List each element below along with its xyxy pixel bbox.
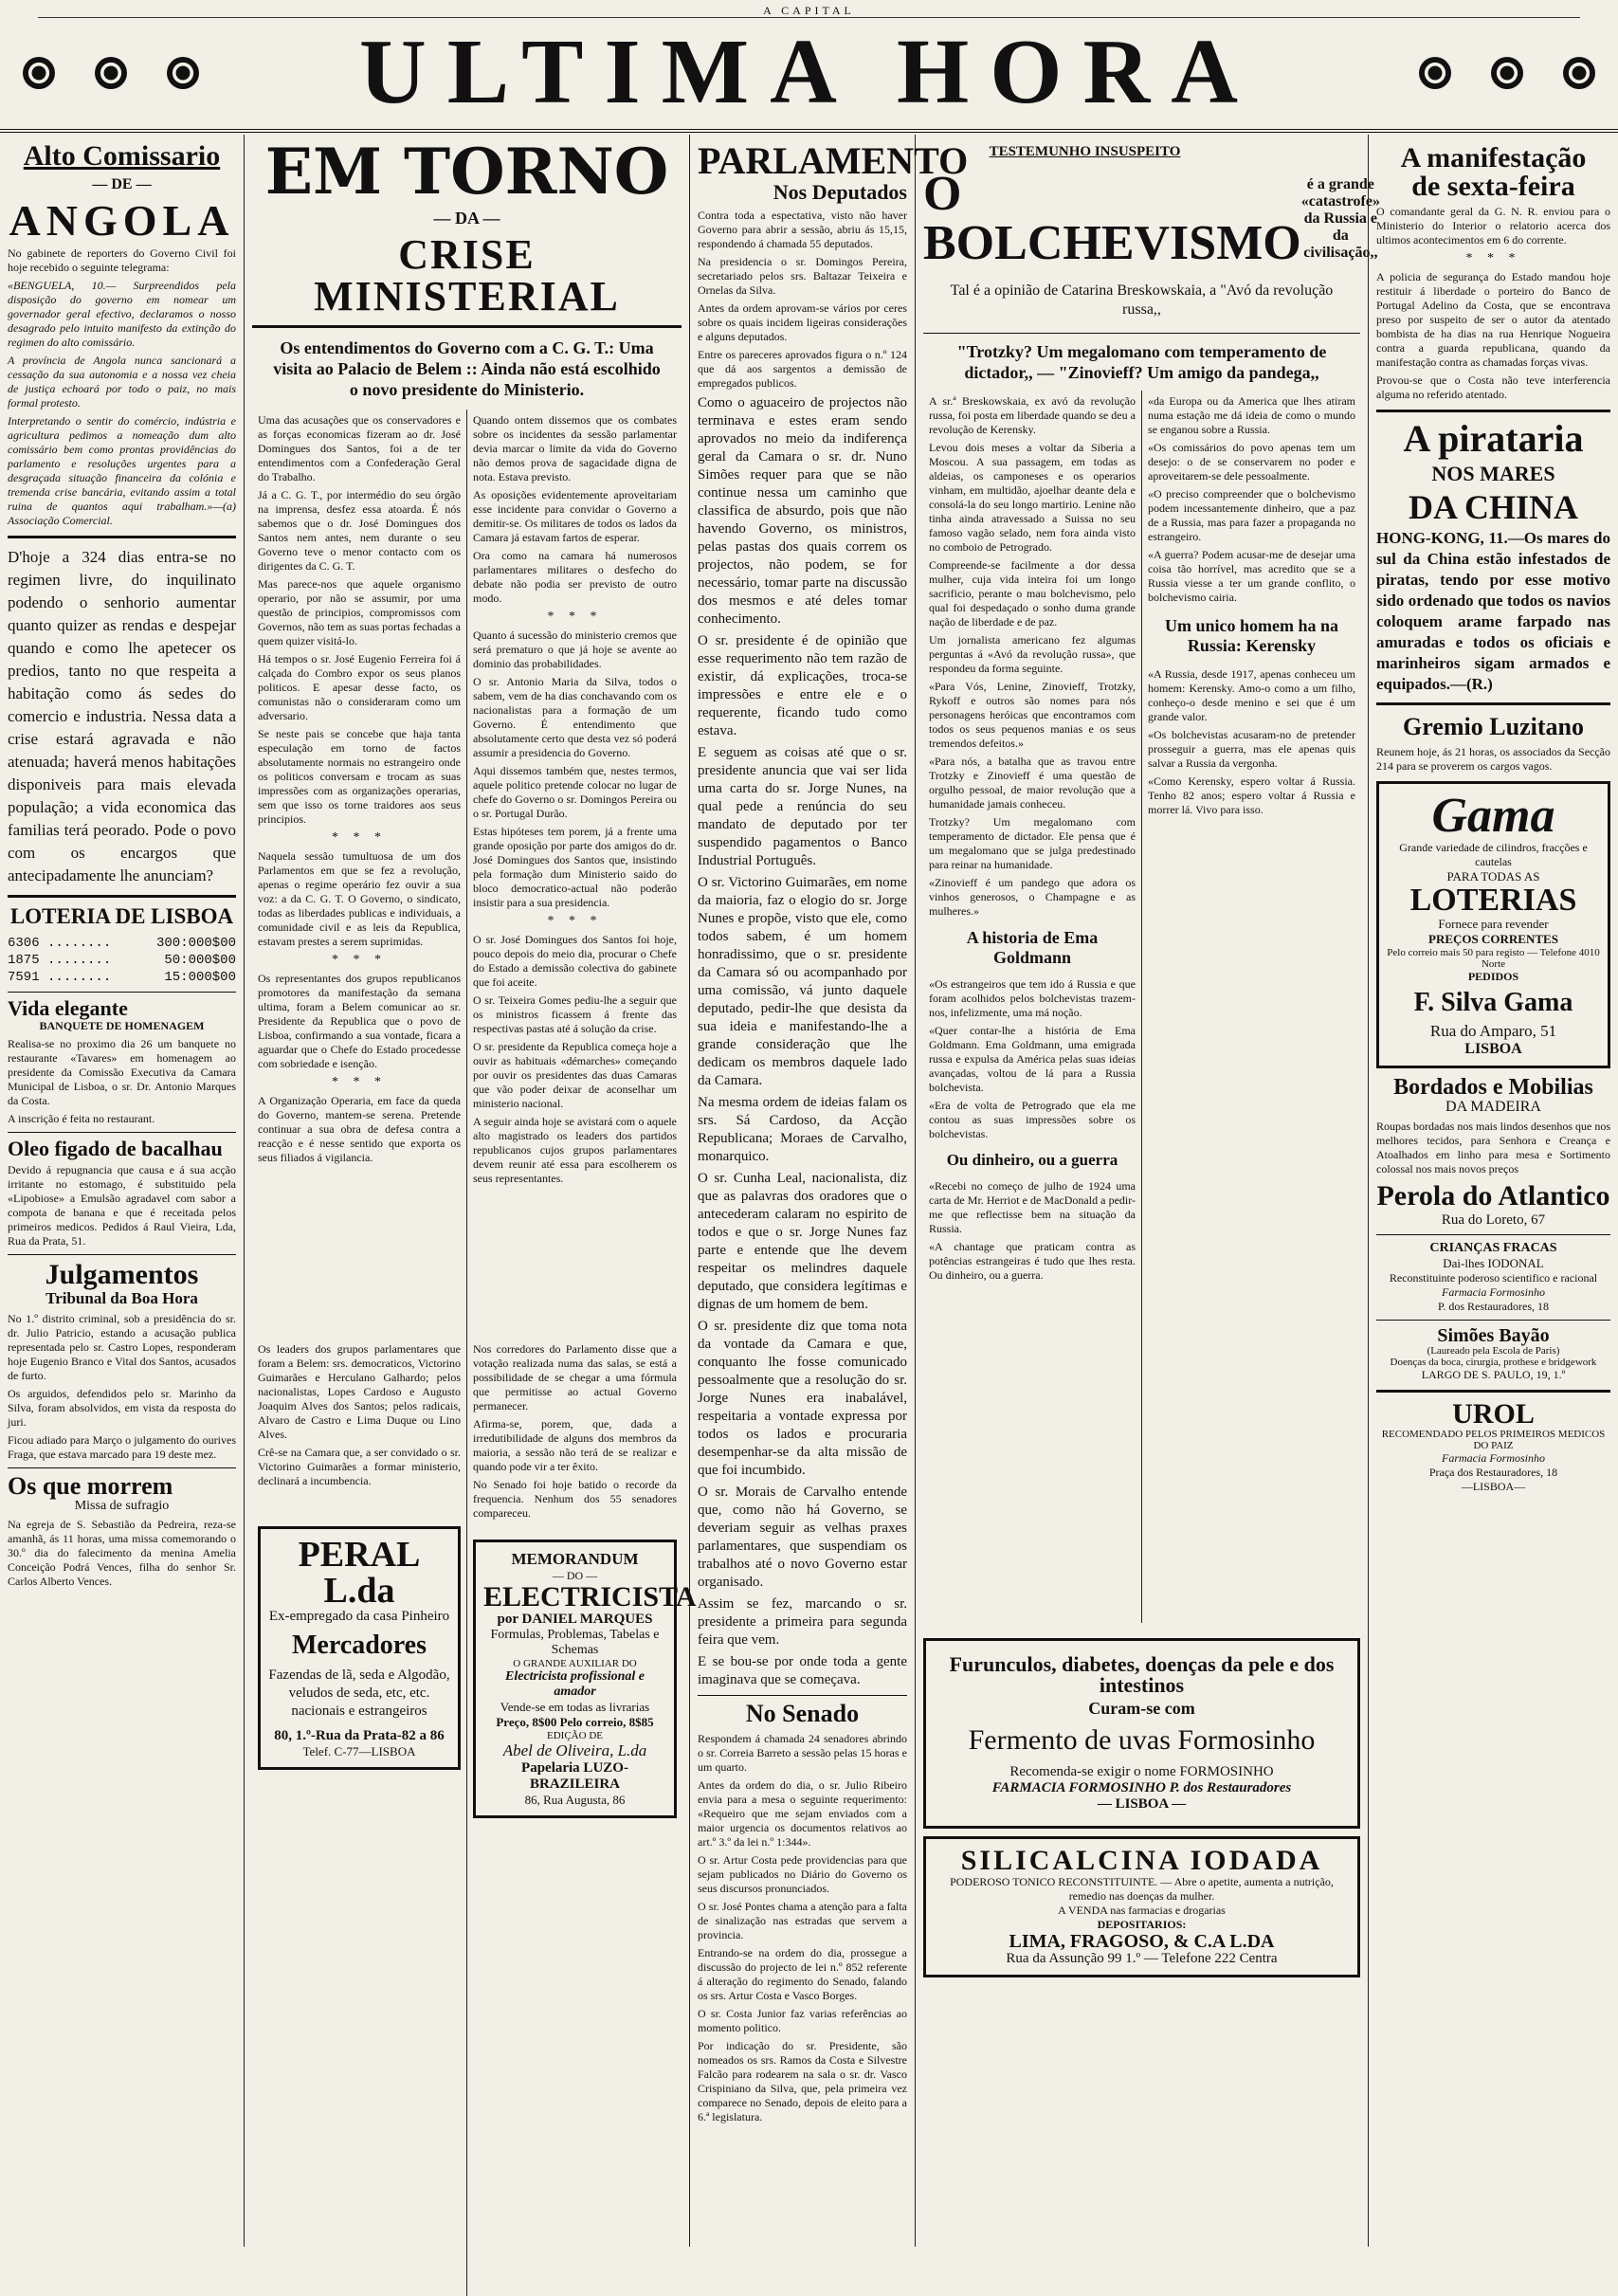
column-4 — [916, 135, 1380, 2247]
pirataria-heading: A pirataria — [1403, 417, 1584, 460]
paragraph: Afirma-se, porem, que, dada a irredutibilidade de alguns dos membros da maioria, a sessão não terá de se realizar e quando pode vir a ter êxito. — [473, 1417, 677, 1473]
paragraph: «da Europa ou da America que lhes atiram numa estação me dá ideia de como o mundo se enganou sobre a Russia. — [1148, 394, 1355, 436]
loteria-title: LOTERIA DE LISBOA — [9, 904, 234, 928]
column-5 — [1369, 135, 1618, 2247]
divider — [252, 325, 682, 328]
paragraph: O comandante geral da G. N. R. enviou para o Ministerio do Interior o relatorio acerca dos ultimos acontecimentos em 6 do corrente. — [1376, 205, 1610, 246]
ad-memo-line: Vende-se em todas as livrarias — [500, 1700, 650, 1714]
ad-gama-line: Grande variedade de cilindros, fracções e cautelas — [1399, 841, 1588, 868]
ad-gama-line: PARA TODAS AS — [1446, 869, 1540, 884]
paragraph: O sr. Artur Costa pede providencias para que sejam publicados no Diário do Governo os seus discursos pronunciados. — [698, 1853, 907, 1895]
criancas-line: P. dos Restauradores, 18 — [1438, 1300, 1549, 1313]
ad-silicalcina — [923, 1836, 1360, 1977]
urol-line: Praça dos Restauradores, 18 — [1428, 1466, 1558, 1479]
divider — [8, 1467, 236, 1468]
divider — [698, 1695, 907, 1696]
ad-memo-line: Electricista profissional e amador — [505, 1669, 645, 1699]
ad-memo-line: por DANIEL MARQUES — [497, 1612, 653, 1627]
divider — [923, 333, 1360, 334]
ad-furu-line: Recomenda-se exigir o nome FORMOSINHO — [1009, 1764, 1274, 1779]
ad-peral-line: Ex-empregado da casa Pinheiro — [268, 1609, 450, 1624]
paragraph: Crê-se na Camara que, a ser convidado o sr. Victorino Guimarães a formar ministerio, declinará a incumbencia. — [258, 1446, 461, 1487]
ad-peral-phone: Telef. C-77—LISBOA — [302, 1744, 416, 1758]
section-stars: * * * — [332, 1075, 387, 1089]
column-1 — [0, 135, 245, 2247]
simoes-line: (Laureado pela Escola de Paris) — [1427, 1345, 1560, 1357]
paragraph: Por indicação do sr. Presidente, são nomeados os srs. Ramos da Costa e Silvestre Falcão para rodearem na sala o sr. dr. Vasco Crispiniano da Silva, que, pela primeira vez comparece no Senado, depois de eleito para a 6.ª legislatura. — [698, 2039, 907, 2123]
divider — [8, 992, 236, 993]
paragraph: O sr. Costa Junior faz varias referências ao momento politico. — [698, 2007, 907, 2034]
paragraph: «Os estrangeiros que tem ido á Russia e que foram acolhidos pelos bolchevistas trazem-nos, infelizmente, uma má noção. — [929, 977, 1136, 1019]
simoes-heading: Simões Bayão — [1437, 1325, 1550, 1346]
ad-peral-address: 80, 1.º-Rua da Prata-82 a 86 — [274, 1728, 445, 1743]
ema-heading: A historia de Ema Goldmann — [966, 928, 1099, 967]
manifestacao-subheading: de sexta-feira — [1411, 171, 1575, 202]
divider — [1376, 702, 1610, 705]
bolchevismo-headline: O BOLCHEVISMO — [923, 167, 1301, 270]
divider — [1376, 1320, 1610, 1321]
ad-gama-line: PEDIDOS — [1467, 970, 1519, 983]
simoes-line: LARGO DE S. PAULO, 19, 1.º — [1421, 1368, 1566, 1381]
paragraph: Já a C. G. T., por intermédio do seu órgão na imprensa, desfez essa atoarda. É nós sabemos que o dr. José Domingues dos Santos nem antes, nem durante o seu Governo teve o menor contacto com os dirigentes da C. G. T. — [258, 488, 461, 573]
section-stars: * * * — [332, 953, 387, 967]
masthead — [0, 0, 1618, 133]
criancas-line: Dai-lhes IODONAL — [1443, 1256, 1544, 1270]
pirataria-sub2: DA CHINA — [1408, 488, 1578, 526]
ad-gama-line: LISBOA — [1464, 1041, 1522, 1057]
loteria-row: 1875 ........ 50:000$00 — [8, 953, 236, 968]
pirataria-sub: NOS MARES — [1431, 462, 1555, 485]
perola-address: Rua do Loreto, 67 — [1441, 1212, 1546, 1228]
paragraph: Devido á repugnancia que causa e á sua acção irritante no estomago, é substituido pela «Lipobiose» a Emulsão agradavel com sabor a compota de banana e que é receitada pelos primeiros medicos. Pedidos á Raul Vieira, Lda, Rua da Prata, 51. — [8, 1163, 236, 1248]
paragraph: Ora como na camara há numerosos parlamentares militares o desfecho do debate não podia ser previsto de outro modo. — [473, 549, 677, 605]
bordados-sub: DA MADEIRA — [1445, 1099, 1541, 1115]
paragraph: Quando ontem dissemos que os combates sobre os incidentes da sessão parlamentar devia marcar o limite da vida do Governo não demos prova de sagacidade digna de nota. Estava previsto. — [473, 413, 677, 483]
vida-elegante-heading: Vida elegante — [8, 996, 128, 1020]
masthead-topline: A CAPITAL — [38, 4, 1580, 18]
ad-memo-line: Papelaria LUZO-BRAZILEIRA — [521, 1760, 628, 1792]
paragraph: Compreende-se facilmente a dor dessa mulher, cuja vida inteira foi um longo sacrificio, perante o mau bolchevismo, pelo qual foi despedaçado o sonho duma grande nação de liberdade e de paz. — [929, 558, 1136, 629]
bolchevismo-deck: "Trotzky? Um megalomano com temperamento de dictador,, — "Zinovieff? Um amigo da pandega,, — [956, 342, 1327, 382]
paragraph: «O preciso compreender que o bolchevismo podem incessantemente dinheiro, que a paz de a Russia, mas para fazer a propaganda no estrangeiro. — [1148, 487, 1355, 543]
paragraph: O sr. Morais de Carvalho entende que, como não há Governo, se deveriam seguir as velhas praxes parlamentares, que suspendiam os trabalhos até o novo Governo estar organisado. — [698, 1485, 907, 1590]
divider — [1376, 1234, 1610, 1235]
paragraph: Entrando-se na ordem do dia, prossegue a discussão do projecto de lei n.º 852 referente á alteração do regimento do Senado, falando os srs. Artur Costa e Vasco Borges. — [698, 1946, 907, 2002]
paragraph: O sr. presidente da Republica começa hoje a ouvir as habituais «démarches» começando por ouvir os presidentes das duas Camaras que vão poder deixar de aconselhar um ministerio nacional. — [473, 1040, 677, 1110]
ad-furu-line: FARMACIA FORMOSINHO P. dos Restauradores — [991, 1780, 1292, 1795]
kerensky-heading: Um unico homem ha na Russia: Kerensky — [1164, 616, 1338, 655]
paragraph: Nos corredores do Parlamento disse que a votação realizada numa das salas, se está a possibilidade de se chegar a uma fórmula que permitisse ao actual Governo permanecer. — [473, 1342, 677, 1412]
paragraph: Provou-se que o Costa não teve interferencia alguma no referido atentado. — [1376, 374, 1610, 401]
paragraph: A inscrição é feita no restaurant. — [8, 1112, 155, 1125]
paragraph: O sr. presidente é de opinião que esse requerimento não tem razão de existir, dá explicações, troca-se impressões e entre ele e o requerente, ficando tudo como estava. — [698, 633, 907, 738]
criancas-line: Farmacia Formosinho — [1442, 1285, 1545, 1299]
paragraph: Um jornalista americano fez algumas perguntas á «Avó da revolução russa», que respondeu da forma seguinte. — [929, 633, 1136, 675]
paragraph: «Recebi no começo de julho de 1924 uma carta de Mr. Herriot e de MacDonald a pedir-me que reflectisse bem na situação da Russia. — [929, 1179, 1136, 1235]
paragraph: No Senado foi hoje batido o recorde da frequencia. Nenhum dos 55 senadores compareceu. — [473, 1478, 677, 1520]
paragraph: No gabinete de reporters do Governo Civil foi hoje recebido o seguinte telegrama: — [8, 246, 236, 274]
ad-memo-line: Abel de Oliveira, L.da — [502, 1741, 647, 1759]
oleo-heading: Oleo figado de bacalhau — [8, 1137, 223, 1160]
crise-lower-right — [467, 1339, 697, 2296]
crise-headline-main: CRISE MINISTERIAL — [314, 231, 620, 319]
urol-line: —LISBOA— — [1461, 1480, 1526, 1493]
paragraph: «BENGUELA, 10.— Surpreendidos pela disposição do governo em nomear um governador geral efectivo, declaramos o nosso desagrado pelo intuito manifesto da extinção do regimen do alto comissário. — [8, 279, 236, 349]
paragraph: O sr. José Pontes chama a atenção para a falta de sinalização nas estradas que servem a provincia. — [698, 1900, 907, 1941]
section-stars: * * * — [332, 830, 387, 845]
gama-logo: Gama — [1431, 789, 1555, 843]
divider — [1376, 410, 1610, 412]
paragraph: «A Russia, desde 1917, apenas conheceu um homem: Kerensky. Amo-o como a um filho, conheço-o desde menino e sei que é um grande valor. — [1148, 667, 1355, 723]
paragraph: «Para Vós, Lenine, Zinovieff, Trotzky, Rykoff e outros são nomes para nós personagens heróicas que encontramos com todos os seus pequenos manias e os seus tremendos defeitos.» — [929, 680, 1136, 750]
crise-subcol-left — [252, 410, 467, 1339]
paragraph: Na presidencia o sr. Domingos Pereira, secretariado pelos srs. Baltazar Teixeira e Ornelas da Silva. — [698, 255, 907, 297]
crise-deck: Os entendimentos do Governo com a C. G. T.: Uma visita ao Palacio de Belem :: Ainda não está escolhido o novo presidente do Ministerio. — [273, 338, 661, 399]
criancas-line: Reconstituinte poderoso scientifico e racional — [1389, 1271, 1598, 1285]
ad-memo-line: MEMORANDUM — [511, 1550, 639, 1568]
ad-furunculos — [923, 1638, 1360, 1829]
paragraph: Ficou adiado para Março o julgamento do ourives Fraga, que estava marcado para 19 deste mez. — [8, 1433, 236, 1461]
senado-heading: No Senado — [745, 1700, 860, 1727]
column-2 — [245, 135, 697, 2247]
urol-line: RECOMENDADO PELOS PRIMEIROS MEDICOS DO PAIZ — [1381, 1429, 1606, 1451]
angola-title: ANGOLA — [9, 196, 235, 245]
loteria-results — [8, 935, 236, 986]
bolchevismo-side-deck: é a grande «catastrofe» da Russia e da civilisação,, — [1300, 176, 1380, 261]
ad-sili-title: SILICALCINA IODADA — [960, 1845, 1323, 1876]
ad-gama-line: Rua do Amparo, 51 — [1429, 1022, 1557, 1040]
ad-gama-line: Fornece para revender — [1438, 917, 1549, 931]
ad-memo-line: 86, Rua Augusta, 86 — [524, 1793, 626, 1807]
paragraph: Os leaders dos grupos parlamentares que foram a Belem: srs. democraticos, Victorino Guimarães e Herculano Galhardo; pelos nacionalistas, Lopes Cardoso e Augusto Joaquim Alves dos Santos; pelos radicais, Alvaro de Castro e Lima Duque ou Lino Alves. — [258, 1342, 461, 1441]
paragraph: Entre os pareceres aprovados figura o n.º 124 que dá aos sargentos a demissão de empregados publicos. — [698, 348, 907, 390]
paragraph: As oposições evidentemente aproveitariam esse incidente para convidar o Governo a demitir-se. Os militares de todos os lados da Camara já estavam fartos de esperar. — [473, 488, 677, 544]
paragraph: Reunem hoje, ás 21 horas, os associados da Secção 214 para se proverem os cargos vagos. — [1376, 745, 1610, 773]
dinheiro-heading: Ou dinheiro, ou a guerra — [946, 1151, 1118, 1169]
section-stars: * * * — [1465, 251, 1521, 265]
paragraph: Os arguidos, defendidos pelo sr. Marinho da Silva, foram absolvidos, em vista da resposta do juri. — [8, 1387, 236, 1429]
ad-peral-line: Mercadores — [291, 1631, 427, 1660]
ad-peral — [258, 1526, 461, 1770]
bolchevismo-header — [923, 167, 1380, 270]
paragraph: No 1.º distrito criminal, sob a presidência do sr. dr. Julio Patricio, estando a acusação publica representada pelo sr. Castro Lopes, responderam hoje Eugenio Branco e Vital dos Santos, acusados de furto. — [8, 1312, 236, 1382]
ad-furu-product: Fermento de uvas Formosinho — [968, 1724, 1316, 1756]
divider — [8, 895, 236, 898]
paragraph: A seguir ainda hoje se avistará com o aquele alto magistrado os leaders dos partidos republicanos cujos grupos parlamentares devem reunir até essa para escolherem os seus representantes. — [473, 1115, 677, 1185]
paragraph: Há tempos o sr. José Eugenio Ferreira foi á calçada do Combro expor os seus planos politicos. E apesar desse facto, os comunistas não o consideraram como um adversario. — [258, 652, 461, 722]
paragraph: Antes da ordem do dia, o sr. Julio Ribeiro envia para a mesa o seguinte requerimento: «Requeiro que me sejam enviados com a maior urgencia os documentos relativos ao art.º 3.º da lei n.º 1:344». — [698, 1778, 907, 1849]
ad-memo-line: Formulas, Problemas, Tabelas e Schemas — [490, 1628, 660, 1657]
paragraph: O sr. Antonio Maria da Silva, todos o sabem, vem de ha dias conchavando com os nacionalistas para a formação de um Governo. É entendimento que absolutamente certo que desta vez só poderá assumir a presidencia do Governo. — [473, 675, 677, 759]
paragraph: Mas parece-nos que aquele organismo operario, por não se assumir, por uma questão de principios, compromissos com Governos, não tem as suas portas fechadas a quem quizer visitá-lo. — [258, 577, 461, 647]
angola-subheading: — DE — — [92, 176, 152, 192]
paragraph: Assim se fez, marcando o sr. presidente a primeira para segunda feira que vem. — [698, 1596, 907, 1648]
paragraph: «Como Kerensky, espero voltar á Russia. Tenho 82 anos; espero voltar á Russia e morrer lá. Vivo para isso. — [1148, 774, 1355, 816]
section-stars: * * * — [547, 610, 603, 624]
loteria-row: 7591 ........ 15:000$00 — [8, 970, 236, 985]
ad-memo-title: ELECTRICISTA — [483, 1581, 697, 1613]
ad-gama-line: F. Silva Gama — [1413, 988, 1573, 1017]
paragraph: Contra toda a espectativa, visto não haver Governo para abrir a sessão, abriu ás 15,15, respondendo á chamada 55 deputados. — [698, 209, 907, 250]
paragraph: Aqui dissemos também que, nestes termos, aquele politico pretende colocar no lugar de chefe do Governo o sr. Domingos Pereira ou o sr. Portugal Durão. — [473, 764, 677, 820]
ad-gama-line: PREÇOS CORRENTES — [1428, 932, 1558, 946]
paragraph: O sr. José Domingues dos Santos foi hoje, pouco depois do meio dia, procurar o Chefe do Estado a demissão colectiva do gabinete que foi aceite. — [473, 933, 677, 989]
ad-peral-line: Fazendas de lã, seda e Algodão, veludos de seda, etc, etc. nacionais e estrangeiros — [268, 1667, 450, 1719]
crise-lower-left — [252, 1339, 467, 2296]
ad-sili-line: A VENDA nas farmacias e drogarias — [1058, 1904, 1226, 1917]
perola-heading: Perola do Atlantico — [1376, 1180, 1610, 1212]
urol-line: Farmacia Formosinho — [1442, 1451, 1545, 1465]
ad-sili-line: DEPOSITARIOS: — [1097, 1918, 1187, 1931]
paragraph: «Quer contar-lhe a história de Ema Goldmann. Ema Goldmann, uma emigrada russa e expulsa da América pelas suas ideias avançadas, voltou de lá para a Russia bolchevista. — [929, 1024, 1136, 1094]
manifestacao-heading: A manifestação — [1400, 142, 1587, 173]
divider — [1376, 1390, 1610, 1393]
bolchevismo-kicker: TESTEMUNHO INSUSPEITO — [989, 144, 1181, 159]
paragraph: A policia de segurança do Estado mandou hoje restituir á liberdade o porteiro do Banco de Portugal Adelino da Costa, que se encontrava preso por suspeito de ser o autor da atentado bombista de ha dias na rua Henrique Nogueira contra a guarda republicana, quando da manifestação contra as chamadas forças vivas. — [1376, 270, 1610, 369]
simoes-line: Doenças da boca, cirurgia, prothese e bridgework — [1390, 1357, 1597, 1368]
ad-gama-line: LOTERIAS — [1409, 883, 1577, 918]
ad-sili-line: LIMA, FRAGOSO, & C.A L.DA — [1009, 1931, 1275, 1952]
paragraph: «Os comissários do povo apenas tem um desejo: o de se conservarem no poder e aproveitarem-se dele pessoalmente. — [1148, 441, 1355, 483]
ad-memo-line: O GRANDE AUXILIAR DO — [513, 1658, 637, 1669]
ad-gama-line: Pelo correio mais 50 para registo — Telefone 4010 Norte — [1387, 947, 1600, 970]
ad-memo-line: EDIÇÃO DE — [547, 1730, 603, 1741]
urol-heading: UROL — [1452, 1398, 1535, 1430]
divider — [8, 1254, 236, 1255]
paragraph: «A guerra? Podem acusar-me de desejar uma coisa tão horrível, mas acredito que se a Russia viesse a ter um grande conflito, o bolchevismo cairia. — [1148, 548, 1355, 604]
crise-headline-connector: — DA — — [433, 209, 500, 228]
paragraph: «Para nós, a batalha que as travou entre Trotzky e Zinovieff é uma questão de orgulho pessoal, de maior revolução que a humanidade jamais conheceu. — [929, 755, 1136, 811]
obituario-subheading: Missa de sufragio — [74, 1499, 170, 1513]
paragraph: Roupas bordadas nos mais lindos desenhos que nos melhores tecidos, para Senhora e Creança e Atoalhados em linho para mesa e Sortimento colossal nos mais novos preços — [1376, 1120, 1610, 1175]
ad-memorandum — [473, 1540, 697, 1818]
paragraph: Levou dois meses a voltar da Siberia a Moscou. A sua passagem, em todas as aldeias, os camponeses e os operarios vinham, em multidão, ajoelhar deante dela e consolá-la do seu longo martirio. Lenine não tinha ainda atravessado a Suissa no seu famoso vagão selado, nem fora ainda visto no comboio de Petrogrado. — [929, 441, 1136, 554]
paragraph: «A chantage que praticam contra as potências estrangeiras é tudo que lhes resta. Ou dinheiro, ou a guerra. — [929, 1240, 1136, 1282]
paragraph: O sr. Cunha Leal, nacionalista, diz que as palavras dos oradores que o antecederam calaram no espirito de todos e que o sr. Jorge Nunes faz parte e entende que lhe devem respeitar os melindres daquele deputado, que considera legítimas e dignas de um homem de bem. — [698, 1171, 907, 1312]
paragraph: Estas hipóteses tem porem, já a frente uma grande oposição por parte dos amigos do dr. José Domingues dos Santos que, insistindo pela formação dum Ministerio saido do bloco democratico-actual não poderão insistir para a sua presidencia. — [473, 825, 677, 909]
paragraph: «Zinovieff é um pandego que adora os vinhos generosos, o Champagne e as mulheres.» — [929, 876, 1136, 918]
column-3 — [690, 135, 969, 2247]
crise-subcol-right — [467, 410, 682, 1339]
criancas-heading: CRIANÇAS FRACAS — [1429, 1241, 1557, 1255]
obituario-heading: Os que morrem — [8, 1472, 173, 1500]
gremio-heading: Gremio Luzitano — [1403, 713, 1584, 740]
ad-furu-line: — LISBOA — — [1097, 1796, 1187, 1812]
bordados-heading: Bordados e Mobilias — [1393, 1075, 1593, 1100]
paragraph: A Organização Operaria, em face da queda do Governo, mantem-se serena. Pretende continuar a sua obra de defesa contra a reacção e é nesse sentido que exporta os seus filiados á vigilancia. — [258, 1094, 461, 1164]
divider — [8, 1132, 236, 1133]
ad-memo-line: — DO — — [552, 1569, 598, 1582]
paragraph: Trotzky? Um megalomano com temperamento de dictador. Ele pensa que é um megalomano que se julga predestinado para reinar na humanidade. — [929, 815, 1136, 871]
paragraph: HONG-KONG, 11.—Os mares do sul da China estão infestados de piratas, tendo por esse motivo sido ordenado que todos os navios coloquem arame farpado nas amuradas e todos os oficiais e marinheiros sigam armados e equipados.—(R.) — [1376, 529, 1610, 693]
paragraph: Na egreja de S. Sebastião da Pedreira, reza-se amanhã, ás 11 horas, uma missa comemorando o 30.º dia do falecimento da menina Amelia Conceição Podrá Vences, filha do senhor Sr. Carlos Alberto Vences. — [8, 1518, 236, 1588]
bolchevismo-subcol-left — [923, 391, 1142, 1623]
angola-heading: Alto Comissario — [23, 140, 221, 172]
crise-headline: EM TORNO — [264, 135, 669, 209]
newspaper-title: ULTIMA HORA — [358, 21, 1259, 123]
julgamentos-subheading: Tribunal da Boa Hora — [45, 1289, 198, 1307]
paragraph: E seguem as coisas até que o sr. presidente anuncia que vai ser lida uma carta do sr. Jorge Nunes, na qual pede a renúncia do seu mandato de deputado por ter suspendido pagamentos o Banco Industrial Português. — [698, 745, 907, 868]
julgamentos-heading: Julgamentos — [45, 1259, 199, 1290]
paragraph: O sr. presidente diz que toma nota da vontade da Camara e que, conquanto lhe fosse comunicado pessoalmente que a resolução do sr. Jorge Nunes era inabalável, respeitaria a vontade expressa por todos os lados e procuraria desempenhar-se da alta missão de que foi incumbido. — [698, 1319, 907, 1478]
bolchevismo-subcol-right — [1142, 391, 1361, 1623]
parlamento-headline: PARLAMENTO — [698, 139, 969, 182]
paragraph: Os representantes dos grupos republicanos promotores da manifestação da semana ultima, foram a Belem comunicar ao sr. Presidente da Republica que o povo de Lisboa, confirmando a sua vontade, ficara a aguardar que o Chefe do Estado procedesse com sobriedade e isenção. — [258, 972, 461, 1070]
paragraph: Uma das acusações que os conservadores e as forças economicas fizeram ao dr. José Domingues dos Santos, foi a de ter entendimentos com a Confederação Geral do Trabalho. — [258, 413, 461, 483]
bolchevismo-lead: Tal é a opinião de Catarina Breskowskaia, a "Avó da revolução russa,, — [950, 282, 1334, 318]
paragraph: Antes da ordem aprovam-se vários por ceres sobre os quais incidem ligeiras considerações e alguns deputados. — [698, 301, 907, 343]
paragraph: «Era de volta de Petrogrado que ela me contou as suas impressões sobre os bolchevistas. — [929, 1099, 1136, 1140]
crise-body — [252, 410, 682, 1339]
paragraph: Como o aguaceiro de projectos não terminava e estes eram sendo aprovados no meio da indiferença geral da Camara o sr. dr. Nuno Simões requer para que se não continue nessa um caminho que classifica de absurdo, pois que não havendo Governo, os ministros, pelas pastas dos quais correm os projectos, não podem, se for necessário, tomar parte na discussão dos mesmos e até deles tomar conhecimento. — [698, 395, 907, 627]
ad-furu-line: Furunculos, diabetes, doenças da pele e dos intestinos — [949, 1652, 1335, 1697]
paragraph: Interpretando o sentir do comércio, indústria e agricultura pedimos a nomeação dum alto comissário bem como prontas providências do parlamento e resoluções urgentes para a desgraçada situação financeira da colónia e tremenda crise bancária, evitando assim a total ruina de quantos aqui trabalham.»—(a) Associação Comercial. — [8, 414, 236, 527]
parlamento-subheading: Nos Deputados — [773, 180, 907, 204]
paragraph: Na mesma ordem de ideias falam os srs. Sá Cardoso, da Acção Republicana; Moraes de Carvalho, monarquico. — [698, 1095, 907, 1164]
loteria-row: 6306 ........ 300:000$00 — [8, 936, 236, 951]
paragraph: Quanto á sucessão do ministerio cremos que será prematuro o que já hoje se avente ao dominio das probabilidades. — [473, 629, 677, 670]
ad-peral-title: PERAL L.da — [298, 1535, 421, 1611]
paragraph: O sr. Teixeira Gomes pediu-lhe a seguir que os ministros ficassem á frente das respectivas pastas até á solução da crise. — [473, 993, 677, 1035]
ad-sili-line: Rua da Assunção 99 1.º — Telefone 222 Centra — [1006, 1951, 1278, 1966]
paragraph: O sr. Victorino Guimarães, em nome da maioria, faz o elogio do sr. Jorge Nunes e propõe, visto que ele, como todos sabem, é um homem honradissimo, que o sr. presidente da Camara só ou acompanhado por uma comissão, vá junto daquele deputado, pedir-lhe que desista da sua ideia e manifestando-lhe a grande consideração que lhe dedicam os membros daquele lado da Camara. — [698, 875, 907, 1088]
paragraph: Realisa-se no proximo dia 26 um banquete no restaurante «Tavares» em homenagem ao presidente da Comissão Executiva da Camara Municipal de Lisboa, o sr. Dr. Antonio Marques da Costa. — [8, 1037, 236, 1107]
paragraph: Respondem á chamada 24 senadores abrindo o sr. Correia Barreto a sessão pelas 15 horas e um quarto. — [698, 1732, 907, 1774]
crise-lower — [252, 1339, 697, 2296]
ad-gama — [1376, 781, 1610, 1068]
ad-sili-line: PODEROSO TONICO RECONSTITUINTE. — Abre o apetite, aumenta a nutrição, remedio nas doenças da mulher. — [950, 1875, 1334, 1903]
paragraph: Se neste pais se concebe que haja tanta especulação em torno de factos absolutamente normais no estrangeiro onde os politicos conversam e trocam as suas impressões com as organizações operarias, sem que isso os torne traidores aos seus principios. — [258, 727, 461, 826]
paragraph: A sr.ª Breskowskaia, ex avó da revolução russa, foi posta em liberdade quando se deu a revolução de Kerensky. — [929, 394, 1136, 436]
vida-elegante-subheading: BANQUETE DE HOMENAGEM — [39, 1019, 205, 1032]
paragraph: «Os bolchevistas acusaram-no de pretender prosseguir a guerra, mas ele apenas quis salvar a Russia da vergonha. — [1148, 728, 1355, 770]
ad-memo-price: Preço, 8$00 Pelo correio, 8$85 — [496, 1715, 654, 1729]
ad-furu-line: Curam-se com — [1088, 1699, 1195, 1718]
section-stars: * * * — [547, 914, 603, 928]
bolchevismo-body — [923, 391, 1360, 1623]
paragraph: Naquela sessão tumultuosa de um dos Parlamentos em que se fez a revolução, apenas o regime operário fez ouvir a sua voz: a da C. G. T. O Governo, o sindicato, todas as liberdades publicas e individuais, a comunidade civil e as leis da Republica, estavam prestes a serem suprimidas. — [258, 849, 461, 948]
paragraph: E se bou-se por onde toda a gente imaginava que se começava. — [698, 1654, 907, 1687]
divider — [8, 536, 236, 538]
inquilinato-note: D'hoje a 324 dias entra-se no regimen livre, do inquilinato podendo o senhorio aumentar quanto quizer as rendas e despejar quando e como lhe apetecer os predios, tanto no que respeita a habitação como ás sedes do comercio e industria. Nessa data a crise estará agravada e não atenuada; haverá menos habitações disponiveis para mais elevada população; a vida economica das familias terá peorado. Pode o povo com os encargos que antecipadamente lhe anunciam? — [8, 548, 236, 884]
paragraph: A província de Angola nunca sancionará a cessação da sua autonomia e a nossa vez cheia de justiça echoará por todo o paiz, no mais formal protesto. — [8, 354, 236, 410]
